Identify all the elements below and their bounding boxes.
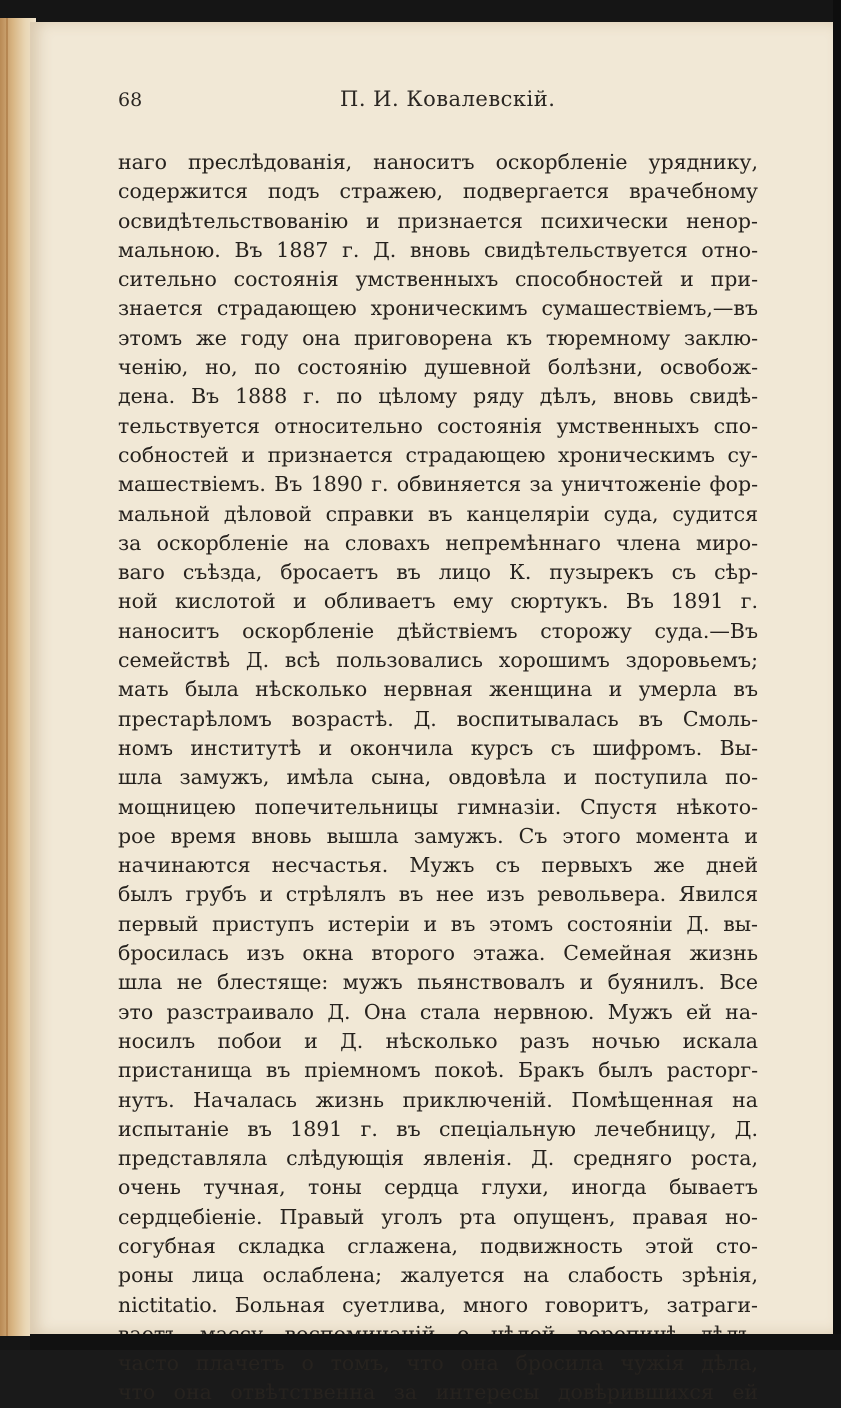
text-line: ной кислотой и обливаетъ ему сюртукъ. Въ 1891 г.: [118, 589, 758, 614]
body-text: [118, 148, 758, 1408]
text-line: что она отвѣтственна за интересы довѣрившихся ей: [118, 1380, 758, 1405]
text-line: за оскорбленіе на словахъ непремѣннаго члена миро-: [118, 530, 758, 555]
text-line: престарѣломъ возрастѣ. Д. воспитывалась въ Смоль-: [118, 706, 758, 731]
page-header: [118, 87, 758, 117]
page-number: 68: [118, 89, 143, 111]
text-line: шла не блестяще: мужъ пьянствовалъ и буянилъ. Все: [118, 970, 758, 995]
text-line: мальною. Въ 1887 г. Д. вновь свидѣтельствуется отно-: [118, 237, 758, 262]
text-line: содержится подъ стражею, подвергается врачебному: [118, 179, 758, 204]
text-line: шла замужъ, имѣла сына, овдовѣла и поступила по-: [118, 765, 758, 790]
text-line: представляла слѣдующія явленія. Д. средняго роста,: [118, 1146, 758, 1171]
running-head: П. И. Ковалевскій.: [340, 87, 556, 111]
text-line: первый приступъ истеріи и въ этомъ состояніи Д. вы-: [118, 911, 758, 936]
text-line: роны лица ослаблена; жалуется на слабость зрѣнія,: [118, 1263, 758, 1288]
text-line: согубная складка сглажена, подвижность этой сто-: [118, 1233, 758, 1258]
text-line: рое время вновь вышла замужъ. Съ этого момента и: [118, 823, 758, 848]
text-line: ченію, но, по состоянію душевной болѣзни, освобож-: [118, 355, 758, 380]
text-line: семействѣ Д. всѣ пользовались хорошимъ здоровьемъ;: [118, 648, 758, 673]
text-line: nictitatio. Больная суетлива, много говоритъ, затраги-: [118, 1292, 758, 1317]
text-line: дена. Въ 1888 г. по цѣлому ряду дѣлъ, вновь свидѣ-: [118, 384, 758, 409]
text-line: былъ грубъ и стрѣлялъ въ нее изъ револьвера. Явился: [118, 882, 758, 907]
text-line: нутъ. Началась жизнь приключеній. Помѣщенная на: [118, 1087, 758, 1112]
text-line: освидѣтельствованію и признается психически ненор-: [118, 208, 758, 233]
text-line: бросилась изъ окна второго этажа. Семейная жизнь: [118, 941, 758, 966]
text-line: этомъ же году она приговорена къ тюремному заклю-: [118, 325, 758, 350]
text-line: наноситъ оскорбленіе дѣйствіемъ сторожу суда.—Въ: [118, 618, 758, 643]
text-line: испытаніе въ 1891 г. въ спеціальную лечебницу, Д.: [118, 1116, 758, 1141]
text-line: ваго съѣзда, бросаетъ въ лицо К. пузырекъ съ сѣр-: [118, 560, 758, 585]
text-line: очень тучная, тоны сердца глухи, иногда бываетъ: [118, 1175, 758, 1200]
text-line: машествіемъ. Въ 1890 г. обвиняется за уничтоженіе фор-: [118, 472, 758, 497]
scan-bottom-border: [30, 1334, 841, 1350]
text-line: наго преслѣдованія, наноситъ оскорбленіе уряднику,: [118, 150, 758, 174]
text-line: мать была нѣсколько нервная женщина и умерла въ: [118, 677, 758, 702]
text-line: пристанища въ пріемномъ покоѣ. Бракъ былъ расторг-: [118, 1058, 758, 1083]
text-line: тельствуется относительно состоянія умственныхъ спо-: [118, 413, 758, 438]
text-line: сердцебіеніе. Правый уголъ рта опущенъ, правая но-: [118, 1204, 758, 1229]
text-line: знается страдающею хроническимъ сумашествіемъ,—въ: [118, 296, 758, 321]
text-line: номъ институтѣ и окончила курсъ съ шифромъ. Вы-: [118, 735, 758, 760]
text-line: носилъ побои и Д. нѣсколько разъ ночью искала: [118, 1028, 758, 1053]
text-line: начинаются несчастья. Мужъ съ первыхъ же дней: [118, 853, 758, 878]
text-line: сительно состоянія умственныхъ способностей и при-: [118, 267, 758, 292]
text-line: мощницею попечительницы гимназіи. Спустя нѣкото-: [118, 794, 758, 819]
text-line: это разстраивало Д. Она стала нервною. Мужъ ей на-: [118, 999, 758, 1024]
text-line: мальной дѣловой справки въ канцеляріи суда, судится: [118, 501, 758, 526]
scan-right-border: [833, 0, 841, 1350]
text-line: собностей и признается страдающею хроническимъ су-: [118, 442, 758, 467]
text-line: часто плачетъ о томъ, что она бросила чужія дѣла,: [118, 1351, 758, 1376]
